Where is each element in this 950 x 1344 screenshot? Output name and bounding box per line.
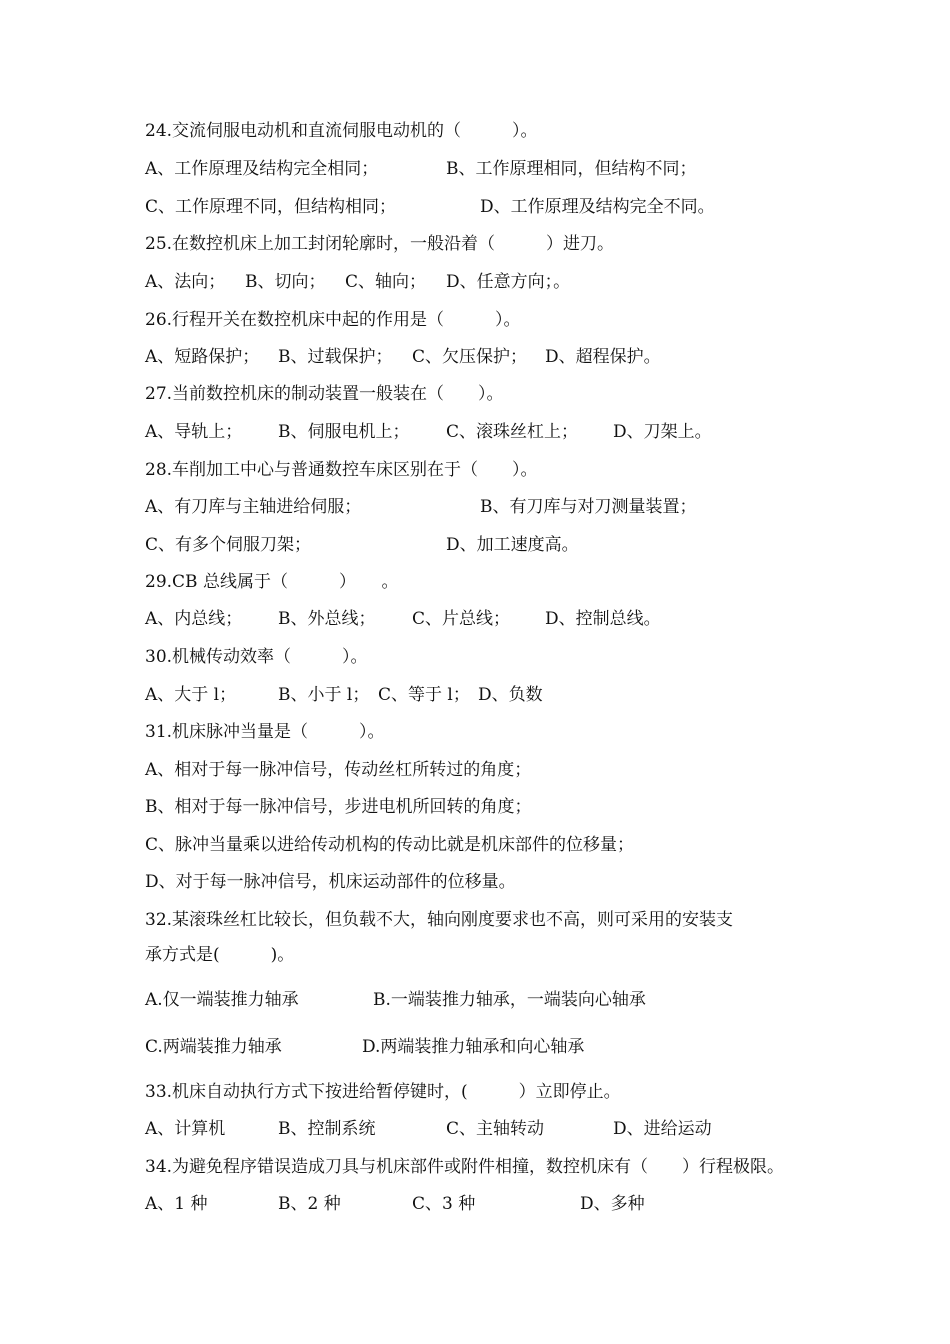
question-29-option-b: B、外总线； [278,609,376,629]
question-32-option-d: D.两端装推力轴承和向心轴承 [362,1037,585,1057]
question-34-option-c: C、3 种 [412,1194,476,1214]
question-33-option-c: C、主轴转动 [446,1119,545,1139]
question-32-stem-continued: 承方式是( )。 [145,945,295,965]
question-28-option-c: C、有多个伺服刀架； [145,535,312,555]
question-26-option-a: A、短路保护； [145,347,260,367]
question-31-stem: 31.机床脉冲当量是（ ）。 [145,722,385,742]
question-34-option-b: B、2 种 [278,1194,341,1214]
question-25-option-b: B、切向； [245,272,326,292]
question-25-option-d: D、任意方向；。 [446,272,571,292]
question-24-option-c: C、工作原理不同，但结构相同； [145,197,397,217]
question-30-option-d: D、负数 [478,685,543,705]
question-34-option-d: D、多种 [580,1194,645,1214]
question-25-stem: 25.在数控机床上加工封闭轮廓时，一般沿着（ ）进刀。 [145,234,615,254]
question-27-option-d: D、刀架上。 [613,422,712,442]
question-31-option-d: D、对于每一脉冲信号，机床运动部件的位移量。 [145,872,516,892]
question-24-stem: 24.交流伺服电动机和直流伺服电动机的（ ）。 [145,121,538,141]
question-30-option-c: C、等于 l； [378,685,470,705]
question-24-option-b: B、工作原理相同，但结构不同； [446,159,697,179]
question-34-option-a: A、1 种 [145,1194,208,1214]
question-30-option-a: A、大于 l； [145,685,237,705]
question-29-stem: 29.CB 总线属于（ ） 。 [145,572,399,592]
question-32-option-c: C.两端装推力轴承 [145,1037,282,1057]
question-33-option-a: A、计算机 [145,1119,226,1139]
question-30-stem: 30.机械传动效率（ ）。 [145,647,368,667]
question-29-option-d: D、控制总线。 [545,609,661,629]
question-29-option-a: A、内总线； [145,609,243,629]
question-27-stem: 27.当前数控机床的制动装置一般装在（ ）。 [145,384,504,404]
question-27-option-c: C、滚珠丝杠上； [446,422,579,442]
question-26-option-c: C、欠压保护； [412,347,528,367]
question-25-option-c: C、轴向； [345,272,427,292]
question-32-option-b: B.一端装推力轴承，一端装向心轴承 [373,990,646,1010]
question-29-option-c: C、片总线； [412,609,511,629]
question-27-option-a: A、导轨上； [145,422,243,442]
question-33-option-d: D、进给运动 [613,1119,712,1139]
question-31-option-c: C、脉冲当量乘以进给传动机构的传动比就是机床部件的位移量； [145,835,635,855]
question-31-option-a: A、相对于每一脉冲信号，传动丝杠所转过的角度； [145,760,532,780]
question-33-stem: 33.机床自动执行方式下按进给暂停键时，( ）立即停止。 [145,1082,621,1102]
question-30-option-b: B、小于 l； [278,685,370,705]
question-26-stem: 26.行程开关在数控机床中起的作用是（ ）。 [145,310,521,330]
question-24-option-a: A、工作原理及结构完全相同； [145,159,379,179]
question-27-option-b: B、伺服电机上； [278,422,410,442]
question-25-option-a: A、法向； [145,272,226,292]
question-34-stem: 34.为避免程序错误造成刀具与机床部件或附件相撞，数控机床有（ ）行程极限。 [145,1157,785,1177]
question-32-stem: 32.某滚珠丝杠比较长，但负载不大，轴向刚度要求也不高，则可采用的安装支 [145,910,734,930]
question-28-option-b: B、有刀库与对刀测量装置； [480,497,697,517]
question-31-option-b: B、相对于每一脉冲信号，步进电机所回转的角度； [145,797,532,817]
question-28-stem: 28.车削加工中心与普通数控车床区别在于（ ）。 [145,460,538,480]
question-26-option-d: D、超程保护。 [545,347,661,367]
question-24-option-d: D、工作原理及结构完全不同。 [480,197,715,217]
question-32-option-a: A.仅一端装推力轴承 [145,990,299,1010]
question-26-option-b: B、过载保护； [278,347,393,367]
question-33-option-b: B、控制系统 [278,1119,376,1139]
question-28-option-a: A、有刀库与主轴进给伺服； [145,497,362,517]
question-28-option-d: D、加工速度高。 [446,535,579,555]
